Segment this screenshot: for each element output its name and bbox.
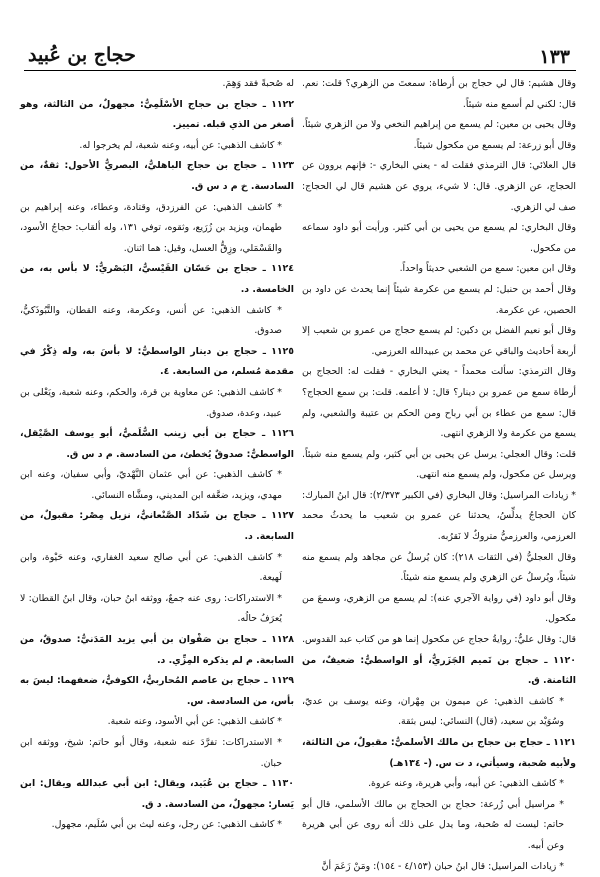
left-col-note: * كاشف الذهبي: عن معاوية بن قرة، والحكم، وعنه شعبة، ويَعْلى بن عبيد، وعدة، صدوق. [20,386,282,419]
right-col-paragraph: قال العلائي: قال الترمذي فقلت له - يعني البخاري -: فإنهم يروون عن الحجاج، عن الزهري. قال: لا شيء، يروي عن هشيم قال لي الحجاج: صف لي الزهري. [302,160,576,213]
left-col-entry-heading: ١١٢٤ ـ حجاج بن حَسّان القَيْسيُّ، البَصْريُّ: لا بأس به، من الخامسة. د. [20,263,294,295]
left-col-entry-heading: ١١٢٨ ـ حجاج بن صَفْوان بن أبي يزيد المَدَنيُّ: صدوقٌ، من السابعة. م لم يذكره المِزِّي. د. [20,634,294,666]
right-col-paragraph: وقال البخاري: لم يسمع من يحيى بن أبي كثير. ورأيت أبو داود سماعه من مكحول. [302,222,576,254]
left-col-note: * كاشف الذهبي: عن أبي الأسود، وعنه شعبة. [107,716,282,728]
right-text-column [302,74,576,877]
right-col-paragraph: وقال العجليُّ (في الثقات ٢١٨): كان يُرسلُ عن مجاهد ولم يسمع منه شيئاً، ويُرسلُ عن الزهري ولم يسمع منه شيئاً. [302,551,576,584]
left-col-note: * الاستدراكات: روى عنه جمعٌ، ووثقه ابنُ حبان، وقال ابنُ القطان: لا يُعرَفُ حالُه. [20,592,282,625]
right-col-note: * مراسيل أبي زُرعة: حجاج بن الحجاج بن مالك الأسلمي، قال أبو حاتم: ليست له صُحبة، وما يدل على ذلك أنه روى عن أبي هريرة وعن أبيه. [302,798,564,851]
running-title: حجاج بن عُبيد [28,44,136,66]
left-col-entry-heading: ١١٢٩ ـ حجاج بن عاصم المُحاربيُّ، الكوفيُّ، ضعفهما: ليسَ به بأس، من السادسة. س. [20,675,294,707]
right-col-paragraph: وقال الترمذي: سألت محمداً - يعني البخاري - فقلت له: الحجاج بن أرطاة سمع من عمرو بن دينار؟ قال: لا أعلمه. قلت: بن سمع الحجاج؟ قال: سمع من عطاء بن أبي رباح ومن الحكم بن عتيبة والشعبي، ولم يسمع من عكرمة ولا الزهري انتهى. [302,366,576,440]
left-col-note: * كاشف الذهبي: عن أبي عثمان النَّهْديّ، وأبي سفيان، وعنه ابن مهدي، ويزيد، ضعَّفه ابن المديني، ومشَّاه النسائي. [20,469,282,501]
left-col-paragraph: له صُحبةً فقد وَهِمَ. [222,78,294,89]
right-col-note: * كاشف الذهبي: عن أبيه، وأبي هريرة، وعنه عروة. [368,778,564,790]
left-col-note: * كاشف الذهبي: عن الفرزدق، وقتادة، وعطاء، وعنه إبراهيم بن طهمان، ويزيد بن زُرَيع، وثقوه، توفي ١٣١، وله ألقاب: حجاجُ الأسود، والقَسْمَلي، وزِقُّ العسل، وقيل: هما اثنان. [20,201,282,254]
left-col-note: * كاشف الذهبي: عن أبيه، وعنه شعبة، لم يخرجوا له. [79,139,282,151]
right-col-note: * زيادات المراسيل: قال ابنُ حبان (٤/١٥٣ - ١٥٤): ومَنْ زَعَمَ أنَّ [321,860,564,872]
right-col-paragraph: قلت: وقال العجلي: يرسل عن يحيى بن أبي كثير، ولم يسمع منه شيئاً. ويرسل عن مكحول، ولم يسمع منه انتهى. [302,448,576,481]
left-col-entry-heading: ١١٢٥ ـ حجاج بن دينار الواسطيُّ: لا بأسَ به، وله ذِكْرٌ في مقدمة مُسلم، من السابعة. ٤. [20,345,294,378]
right-col-entry-heading: ١١٢٠ ـ حجاج بن تَميم الجَزَريُّ، أو الواسطيُّ: ضعيفٌ، من الثامنة. ق. [302,654,576,687]
right-col-paragraph: * زيادات المراسيل: وقال البخاري (في الكبير ٢/٣٧٣): قال ابنُ المبارك: كان الحجاجُ يدلِّسُ، يحدثنا عن عمرو بن شعيب ما يحدثُ محمد العرزمي، والعرزميُّ متروكٌ لا نَقرُبه. [302,489,576,543]
right-col-paragraph: وقال أحمد بن حنبل: لم يسمع من عكرمة شيئاً إنما يحدث عن داود بن الحصين، عن عكرمة. [302,283,576,316]
right-col-paragraph: وقال أبو نعيم الفضل بن دكين: لم يسمع حجاج من عمرو بن شعيب إلا أربعة أحاديث والباقي عن محمد بن عبيدالله العرزمي. [302,325,576,357]
left-col-note: * كاشف الذهبي: عن رجل، وعنه ليث بن أبي سُلَيم، مجهول. [51,819,282,831]
right-col-paragraph: وقال ابن معين: سمع من الشعبي حديثاً واحداً. [399,263,576,275]
page-number: ١٣٣ [539,46,570,68]
right-col-paragraph: قال: وقال عليٌّ: روايةُ حجاج عن مكحول إنما هو من كتاب عبد القدوس. [302,634,576,646]
left-text-column [20,74,294,836]
right-col-paragraph: وقال أبو داود (في رواية الآجري عنه): لم يسمع من الزهري، وسمعَ من مكحول. [302,592,576,625]
left-col-entry-heading: ١١٣٠ ـ حجاج بن عُبَيد، ويقال: ابن أبي عبدالله ويقال: ابن يَسار: مجهولٌ، من السادسة. د ق. [20,778,294,810]
left-col-note: * كاشف الذهبي: عن أبي صالح سعيد الغفاري، وعنه حَيْوة، وابن لَهيعة. [20,551,282,584]
left-col-note: * الاستدراكات: تفرَّدَ عنه شعبة، وقال أبو حاتم: شيخ، ووثقه ابن حبان. [20,737,282,769]
right-col-note: * كاشف الذهبي: عن ميمون بن مِهْران، وعنه يوسف بن عديّ، وسُوَيْد بن سعيد، (قال) النسائي: ليس بثقة. [302,695,564,728]
right-col-entry-heading: ١١٢١ ـ حجاج بن حجاج بن مالك الأسلميُّ: مقبولٌ، من الثالثة، ولأبيه صُحبة، وسيأتي، د ت س. (- ١٣٤هـ) [302,737,576,769]
right-col-paragraph: وقال يحيى بن معين: لم يسمع من إبراهيم النخعي ولا من الزهري شيئاً. وقال أبو زرعة: لم يسمع من مكحول شيئاً. [302,119,576,151]
left-col-entry-heading: ١١٢٢ ـ حجاج بن حجاج الأسْلَمِيُّ: مجهولٌ، من الثالثة، وهو أصغر من الذي قبله. تمييز. [20,98,294,131]
page-header [24,40,576,71]
left-col-note: * كاشف الذهبي: عن أنس، وعكرمة، وعنه القطان، والتَّبُوذَكيُّ، صدوق. [20,304,282,337]
right-col-paragraph: وقال هشيم: قال لي حجاج بن أرطاة: سمعتَ من الزهري؟ قلت: نعم. قال: لكني لم أسمع منه شيئاً. [302,78,576,110]
left-col-entry-heading: ١١٢٧ ـ حجاج بن شَدّاد الصَّنْعانيُّ، نزيل مِصْر: مقبولٌ، من السابعة. د. [20,510,294,543]
left-col-entry-heading: ١١٢٣ ـ حجاج بن حجاج الباهليُّ، البصريُّ الأحول: ثقةٌ، من السادسة. خ م د س ق. [20,160,294,192]
left-col-entry-heading: ١١٢٦ ـ حجاج بن أبي زينب السُّلَميُّ، أبو يوسف الصَّيْقل، الواسطيُّ: صدوقٌ يُخطئ، من السادسة. م د س ق. [20,428,294,460]
